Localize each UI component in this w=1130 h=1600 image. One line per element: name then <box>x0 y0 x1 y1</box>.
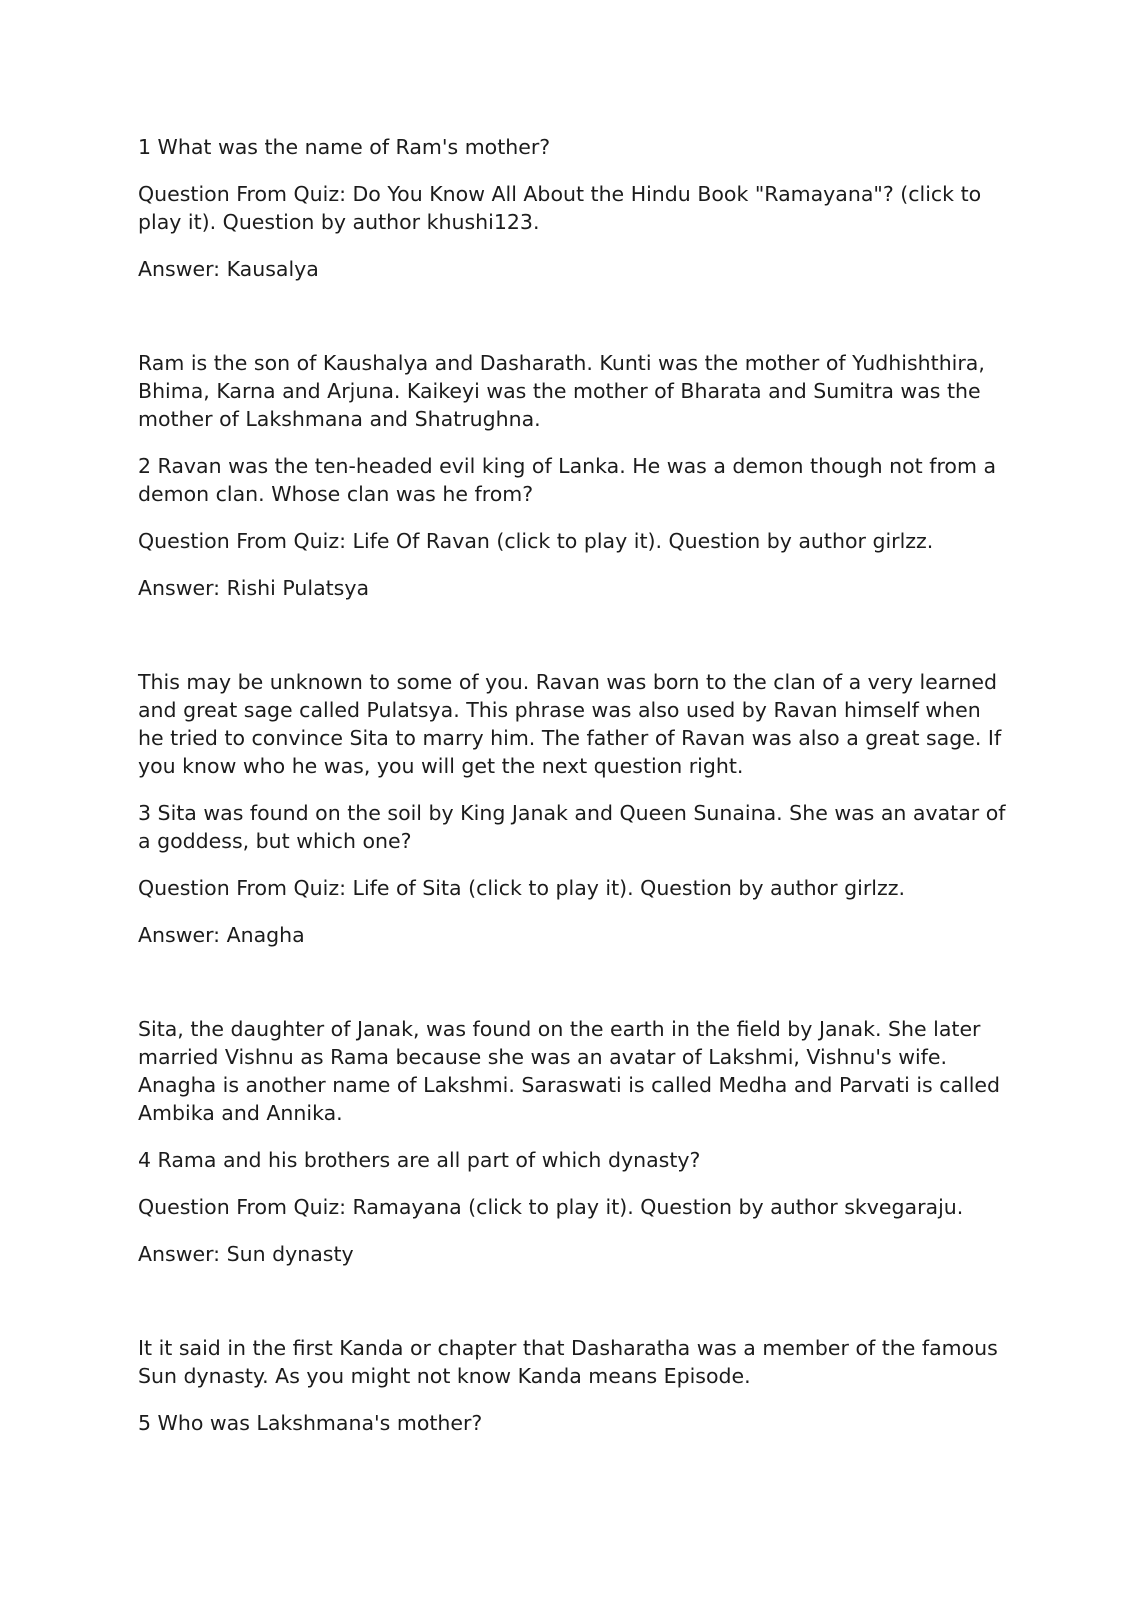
explanation-4: It it said in the first Kanda or chapter that Dasharatha was a member of the famous Sun dynasty. As you might not know Kanda means Episode. <box>138 1336 998 1388</box>
answer-2: Answer: Rishi Pulatsya <box>138 576 370 600</box>
question-source-2: Question From Quiz: Life Of Ravan (click to play it). Question by author girlzz. <box>138 529 934 553</box>
question-source-3: Question From Quiz: Life of Sita (click to play it). Question by author girlzz. <box>138 876 905 900</box>
answer-3: Answer: Anagha <box>138 923 305 947</box>
question-5: 5 Who was Lakshmana's mother? <box>138 1411 483 1435</box>
question-2: 2 Ravan was the ten-headed evil king of Lanka. He was a demon though not from a demon clan. Whose clan was he from? <box>138 454 997 506</box>
question-source-4: Question From Quiz: Ramayana (click to play it). Question by author skvegaraju. <box>138 1195 964 1219</box>
explanation-2: This may be unknown to some of you. Ravan was born to the clan of a very learned and great sage called Pulatsya. This phrase was also used by Ravan himself when he tried to convince Sita to marry him. The father of Ravan was also a great sage. If you know who he was, you will get the next question right. <box>138 670 1002 778</box>
answer-1: Answer: Kausalya <box>138 257 319 281</box>
explanation-3: Sita, the daughter of Janak, was found on the earth in the field by Janak. She later married Vishnu as Rama because she was an avatar of Lakshmi, Vishnu's wife. Anagha is another name of Lakshmi. Saraswati is called Medha and Parvati is called Ambika and Annika. <box>138 1017 1001 1125</box>
question-source-1: Question From Quiz: Do You Know All About the Hindu Book "Ramayana"? (click to play it). Question by author khushi123. <box>138 182 982 234</box>
document-page <box>138 133 1008 1456</box>
answer-4: Answer: Sun dynasty <box>138 1242 354 1266</box>
explanation-1: Ram is the son of Kaushalya and Dasharath. Kunti was the mother of Yudhishthira, Bhima, Karna and Arjuna. Kaikeyi was the mother of Bharata and Sumitra was the mother of Lakshmana and Shatrughna. <box>138 351 985 431</box>
question-3: 3 Sita was found on the soil by King Janak and Queen Sunaina. She was an avatar of a goddess, but which one? <box>138 801 1006 853</box>
question-1: 1 What was the name of Ram's mother? <box>138 135 551 159</box>
question-4: 4 Rama and his brothers are all part of which dynasty? <box>138 1148 701 1172</box>
